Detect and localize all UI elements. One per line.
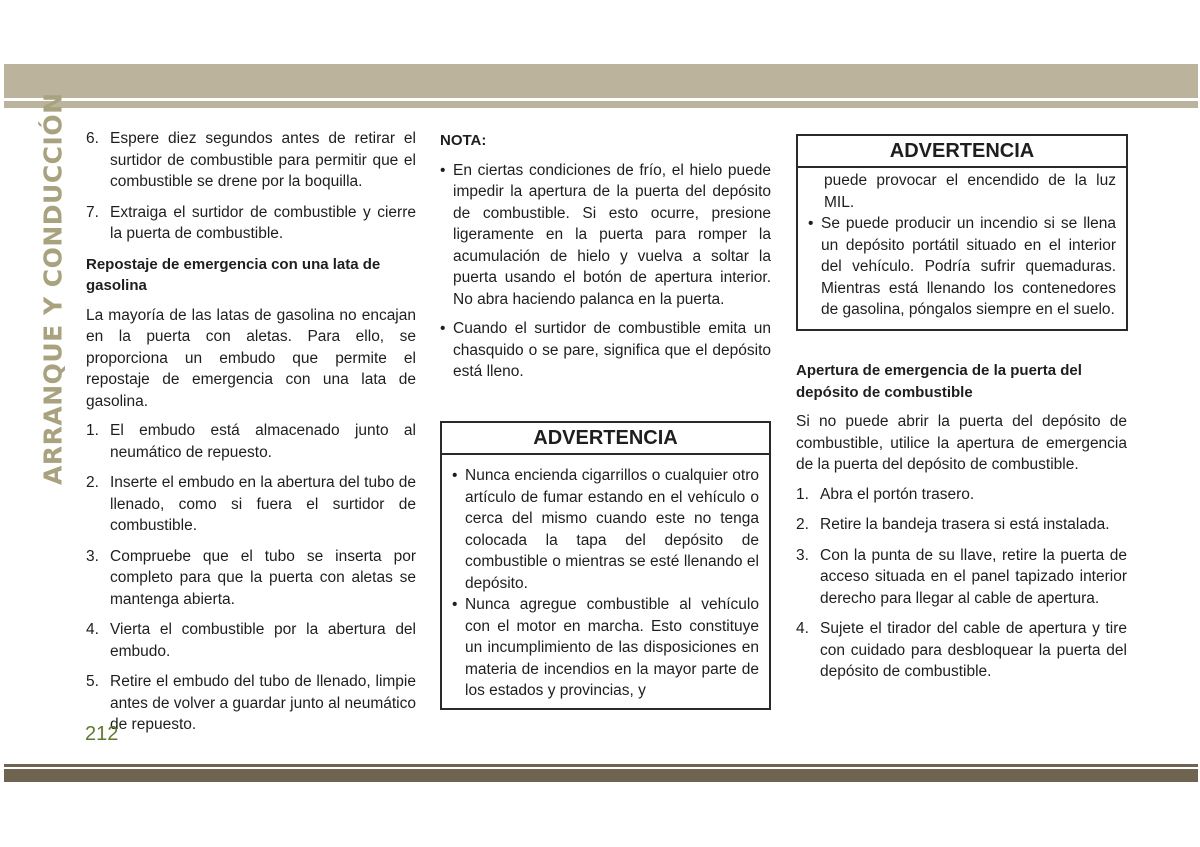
- note-bullet: [440, 160, 771, 311]
- warning-text: Nunca agregue combustible al vehículo con el motor en marcha. Esto constituye un incumplimiento de las disposiciones en materia de incendios en la mayor parte de los estados y provincias, y: [465, 596, 759, 699]
- warning-title: ADVERTENCIA: [798, 136, 1126, 168]
- page-number: 212: [85, 723, 119, 745]
- warning-text: Nunca encienda cigarrillos o cualquier otro artículo de fumar estando en el vehículo o cerca del mismo cuando este no tenga colocada la tapa del depósito de combustible o mientras se esté llenando el depósito.: [465, 467, 759, 592]
- bullet-icon: •: [452, 596, 458, 613]
- step-text: El embudo está almacenado junto al neumático de repuesto.: [110, 422, 416, 461]
- step-number: 2.: [86, 474, 99, 491]
- step-item: [86, 546, 416, 611]
- step-item: [86, 202, 416, 245]
- warning-text: Se puede producir un incendio si se llena un depósito portátil situado en el interior del vehículo. Podría sufrir quemaduras. Mientras está llenando los contenedores de gasolina, póngalos siempre en el suelo.: [821, 215, 1116, 318]
- step-item: [796, 514, 1127, 536]
- step-number: 7.: [86, 203, 99, 221]
- step-item: [86, 420, 416, 463]
- warning-box: [440, 421, 771, 710]
- step-item: [796, 484, 1127, 506]
- step-number: 4.: [86, 621, 99, 638]
- step-number: 3.: [86, 547, 99, 565]
- step-item: [86, 472, 416, 537]
- bullet-icon: •: [440, 161, 446, 179]
- step-text: Espere diez segundos antes de retirar el surtidor de combustible para permitir que el combustible se drene por la boquilla.: [110, 130, 416, 190]
- section-side-title-text: ARRANQUE Y CONDUCCIÓN: [38, 92, 68, 485]
- column-left: [86, 128, 416, 745]
- step-text: Vierta el combustible por la abertura del embudo.: [110, 621, 416, 660]
- warning-box-continued: [796, 134, 1128, 331]
- step-text: Compruebe que el tubo se inserta por completo para que la puerta con aletas se mantenga abierta.: [110, 547, 416, 608]
- step-item: [86, 671, 416, 736]
- note-label: NOTA:: [440, 132, 487, 149]
- warning-body: [442, 455, 769, 708]
- step-text: Sujete el tirador del cable de apertura y tire con cuidado para desbloquear la puerta del depósito de combustible.: [820, 620, 1127, 680]
- step-number: 1.: [86, 422, 99, 439]
- step-item: [86, 128, 416, 193]
- header-rule: [4, 101, 1198, 108]
- step-item: [796, 618, 1127, 683]
- section-side-title: [37, 92, 69, 485]
- warning-bullet: [808, 213, 1116, 321]
- step-number: 3.: [796, 546, 809, 564]
- paragraph: La mayoría de las latas de gasolina no encajan en la puerta con aletas. Para ello, se proporciona un embudo que permite el repostaje de emergencia con una lata de gasolina.: [86, 306, 416, 410]
- bullet-icon: •: [440, 320, 446, 337]
- section-heading: Repostaje de emergencia con una lata de gasolina: [86, 255, 381, 294]
- step-item: [796, 545, 1127, 610]
- warning-title: ADVERTENCIA: [442, 423, 769, 455]
- warning-continuation: puede provocar el encendido de la luz MIL.: [824, 172, 1116, 211]
- step-text: Retire el embudo del tubo de llenado, limpie antes de volver a guardar junto al neumático de repuesto.: [110, 673, 416, 733]
- warning-bullet: [452, 465, 759, 594]
- header-band: [4, 64, 1198, 98]
- step-text: Inserte el embudo en la abertura del tubo de llenado, como si fuera el surtidor de combustible.: [110, 474, 416, 534]
- column-middle: [440, 128, 771, 391]
- step-number: 5.: [86, 673, 99, 690]
- section-heading: Apertura de emergencia de la puerta del depósito de combustible: [796, 362, 1082, 401]
- step-number: 1.: [796, 485, 809, 503]
- step-number: 4.: [796, 620, 809, 637]
- step-number: 2.: [796, 516, 809, 533]
- bullet-icon: •: [808, 215, 814, 232]
- step-item: [86, 619, 416, 662]
- warning-body: [798, 168, 1126, 329]
- footer-band: [4, 769, 1198, 782]
- paragraph: Si no puede abrir la puerta del depósito de combustible, utilice la apertura de emergencia de la puerta del depósito de combustible.: [796, 413, 1127, 473]
- step-text: Extraiga el surtidor de combustible y cierre la puerta de combustible.: [110, 203, 416, 242]
- step-text: Abra el portón trasero.: [820, 485, 975, 503]
- footer-rule: [4, 764, 1198, 767]
- step-text: Retire la bandeja trasera si está instalada.: [820, 516, 1110, 533]
- note-bullet: [440, 318, 771, 383]
- note-text: En ciertas condiciones de frío, el hielo puede impedir la apertura de la puerta del depósito de combustible. Si esto ocurre, presione ligeramente en la puerta para romper la acumulación de hielo y vuelva a soltar la puerta usando el botón de apertura interior. No abra haciendo palanca en la puerta.: [453, 161, 771, 308]
- column-right: [796, 356, 1127, 692]
- bullet-icon: •: [452, 467, 458, 484]
- step-text: Con la punta de su llave, retire la puerta de acceso situada en el panel tapizado interior derecho para llegar al cable de apertura.: [820, 546, 1127, 607]
- warning-bullet: [452, 594, 759, 702]
- note-text: Cuando el surtidor de combustible emita un chasquido o se pare, significa que el depósito está lleno.: [453, 320, 771, 380]
- step-number: 6.: [86, 130, 99, 147]
